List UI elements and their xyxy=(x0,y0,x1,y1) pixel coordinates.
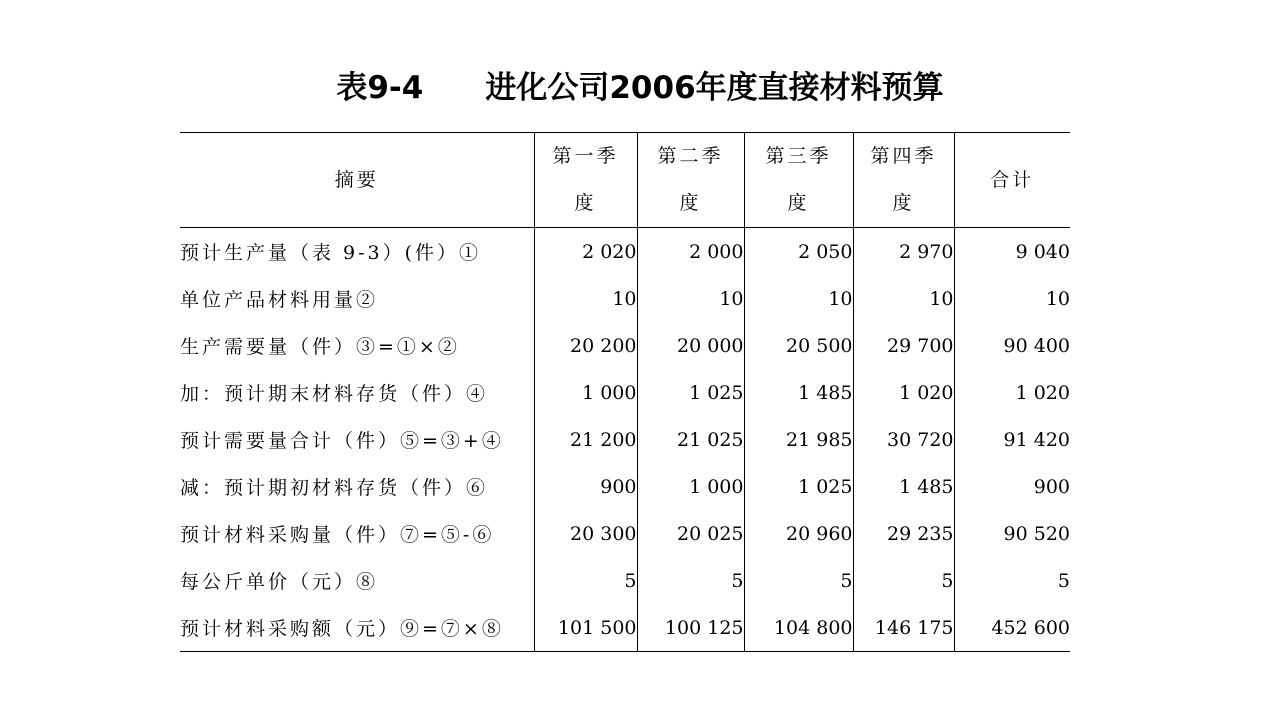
cell-q2: 100 125 xyxy=(637,604,744,652)
budget-table xyxy=(180,132,1070,652)
cell-q3: 10 xyxy=(744,275,853,322)
cell-q4: 29 235 xyxy=(853,510,954,557)
cell-q1: 10 xyxy=(534,275,637,322)
row-item: 每公斤单价（元）⑧ xyxy=(180,571,379,593)
cell-q3: 20 960 xyxy=(744,510,853,557)
cell-q4: 30 720 xyxy=(853,416,954,463)
cell-total: 90 400 xyxy=(954,322,1070,369)
table-header xyxy=(180,133,1070,228)
header-q4: 第四季 度 xyxy=(853,133,954,228)
row-item: 单位产品材料用量② xyxy=(180,289,379,311)
cell-q1: 2 020 xyxy=(534,228,637,276)
cell-q3: 1 485 xyxy=(744,369,853,416)
cell-q2: 20 025 xyxy=(637,510,744,557)
table-row xyxy=(180,322,1070,369)
cell-total: 91 420 xyxy=(954,416,1070,463)
table-body xyxy=(180,228,1070,652)
cell-q2: 20 000 xyxy=(637,322,744,369)
cell-q2: 21 025 xyxy=(637,416,744,463)
header-row xyxy=(180,133,1070,228)
row-item: 预计材料采购量（件）⑦=⑤-⑥ xyxy=(180,524,495,546)
cell-total: 1 020 xyxy=(954,369,1070,416)
cell-q3: 5 xyxy=(744,557,853,604)
table-row xyxy=(180,228,1070,276)
cell-q4: 1 020 xyxy=(853,369,954,416)
cell-total: 10 xyxy=(954,275,1070,322)
cell-q4: 2 970 xyxy=(853,228,954,276)
row-item: 预计需要量合计（件）⑤=③+④ xyxy=(180,430,504,452)
cell-q1: 900 xyxy=(534,463,637,510)
cell-q1: 20 300 xyxy=(534,510,637,557)
cell-q2: 2 000 xyxy=(637,228,744,276)
cell-q3: 1 025 xyxy=(744,463,853,510)
table-title-text: 进化公司2006年度直接材料预算 xyxy=(485,70,944,106)
row-item: 加：预计期末材料存货（件）④ xyxy=(180,383,489,405)
cell-q1: 5 xyxy=(534,557,637,604)
cell-q3: 2 050 xyxy=(744,228,853,276)
table-row xyxy=(180,510,1070,557)
cell-q4: 5 xyxy=(853,557,954,604)
table-row xyxy=(180,557,1070,604)
row-item: 生产需要量（件）③=①×② xyxy=(180,336,460,358)
cell-total: 90 520 xyxy=(954,510,1070,557)
cell-q3: 104 800 xyxy=(744,604,853,652)
cell-q2: 5 xyxy=(637,557,744,604)
table-row xyxy=(180,275,1070,322)
header-q3: 第三季 度 xyxy=(744,133,853,228)
row-item: 减：预计期初材料存货（件）⑥ xyxy=(180,477,489,499)
cell-q4: 10 xyxy=(853,275,954,322)
cell-q3: 21 985 xyxy=(744,416,853,463)
row-item: 预计材料采购额（元）⑨=⑦×⑧ xyxy=(180,604,534,652)
cell-q3: 20 500 xyxy=(744,322,853,369)
header-q2: 第二季 度 xyxy=(637,133,744,228)
header-total: 合计 xyxy=(954,133,1070,228)
cell-q4: 146 175 xyxy=(853,604,954,652)
cell-total: 9 040 xyxy=(954,228,1070,276)
cell-q4: 1 485 xyxy=(853,463,954,510)
table-row xyxy=(180,416,1070,463)
cell-q1: 21 200 xyxy=(534,416,637,463)
row-item: 预计生产量（表 9-3）(件）① xyxy=(180,242,482,264)
cell-q2: 1 000 xyxy=(637,463,744,510)
cell-total: 900 xyxy=(954,463,1070,510)
header-q1: 第一季 度 xyxy=(534,133,637,228)
cell-q4: 29 700 xyxy=(853,322,954,369)
page-title xyxy=(0,62,1280,107)
cell-total: 452 600 xyxy=(954,604,1070,652)
table-row xyxy=(180,604,1070,652)
cell-total: 5 xyxy=(954,557,1070,604)
cell-q1: 1 000 xyxy=(534,369,637,416)
cell-q1: 20 200 xyxy=(534,322,637,369)
table-row xyxy=(180,463,1070,510)
table-number: 表9-4 xyxy=(336,70,424,106)
cell-q2: 1 025 xyxy=(637,369,744,416)
header-summary: 摘要 xyxy=(180,133,534,228)
table-row xyxy=(180,369,1070,416)
cell-q2: 10 xyxy=(637,275,744,322)
cell-q1: 101 500 xyxy=(534,604,637,652)
